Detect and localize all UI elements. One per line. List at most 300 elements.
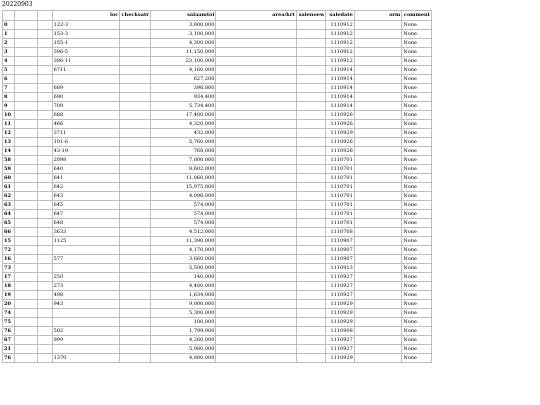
area-cell bbox=[216, 345, 296, 354]
table-cell bbox=[14, 318, 37, 327]
sale-date-cell: 1110914 bbox=[326, 84, 355, 93]
column-header: saledate bbox=[326, 11, 355, 21]
sale-amount-cell: 140,000 bbox=[150, 273, 216, 282]
table-cell bbox=[37, 201, 52, 210]
sale-date-cell: 1110914 bbox=[326, 75, 355, 84]
location-cell: 689 bbox=[52, 84, 120, 93]
row-index-cell: 15 bbox=[3, 237, 15, 246]
area-cell bbox=[216, 309, 296, 318]
location-cell: 2098 bbox=[52, 156, 120, 165]
table-cell bbox=[37, 165, 52, 174]
record-link[interactable] bbox=[354, 147, 402, 156]
table-cell bbox=[14, 165, 37, 174]
checksatr-cell bbox=[120, 210, 151, 219]
row-index-cell: 5 bbox=[3, 66, 15, 75]
record-link[interactable] bbox=[354, 93, 402, 102]
sale-amount-cell: 4,800,000 bbox=[150, 354, 216, 363]
record-link[interactable] bbox=[354, 57, 402, 66]
header-row bbox=[3, 11, 432, 21]
comment-cell: None bbox=[402, 210, 432, 219]
salenoew-cell bbox=[296, 66, 326, 75]
sale-date-cell: 1110929 bbox=[326, 309, 355, 318]
location-cell bbox=[52, 246, 120, 255]
sale-date-cell: 1110708 bbox=[326, 228, 355, 237]
table-cell bbox=[14, 30, 37, 39]
table-cell bbox=[37, 102, 52, 111]
comment-cell: None bbox=[402, 336, 432, 345]
row-index-cell: 11 bbox=[3, 120, 15, 129]
row-index-cell: 17 bbox=[3, 273, 15, 282]
salenoew-cell bbox=[296, 327, 326, 336]
sale-amount-cell: 8,602,000 bbox=[150, 165, 216, 174]
sale-amount-cell: 17,400,000 bbox=[150, 111, 216, 120]
location-cell bbox=[52, 345, 120, 354]
sale-amount-cell: 15,975,000 bbox=[150, 183, 216, 192]
salenoew-cell bbox=[296, 174, 326, 183]
record-link[interactable] bbox=[354, 75, 402, 84]
table-cell bbox=[14, 345, 37, 354]
salenoew-cell bbox=[296, 309, 326, 318]
sale-date-cell: 1110929 bbox=[326, 354, 355, 363]
checksatr-cell bbox=[120, 255, 151, 264]
table-cell bbox=[37, 120, 52, 129]
record-link[interactable] bbox=[354, 129, 402, 138]
area-cell bbox=[216, 183, 296, 192]
table-cell bbox=[37, 138, 52, 147]
checksatr-cell bbox=[120, 93, 151, 102]
sale-amount-cell: 5,734,400 bbox=[150, 102, 216, 111]
table-row bbox=[3, 30, 432, 39]
record-link[interactable] bbox=[354, 246, 402, 255]
area-cell bbox=[216, 147, 296, 156]
sale-amount-cell: 3,100,000 bbox=[150, 30, 216, 39]
table-cell bbox=[14, 201, 37, 210]
record-link[interactable] bbox=[354, 354, 402, 363]
table-cell bbox=[14, 273, 37, 282]
location-cell: 502 bbox=[52, 327, 120, 336]
comment-cell: None bbox=[402, 84, 432, 93]
sale-date-cell: 1110907 bbox=[326, 255, 355, 264]
column-header: salenoew bbox=[296, 11, 326, 21]
row-index-cell: 10 bbox=[3, 111, 15, 120]
record-link[interactable] bbox=[354, 282, 402, 291]
sale-amount-cell: 768,000 bbox=[150, 147, 216, 156]
table-cell bbox=[14, 138, 37, 147]
location-cell: 43-19 bbox=[52, 147, 120, 156]
record-link[interactable] bbox=[354, 174, 402, 183]
checksatr-cell bbox=[120, 147, 151, 156]
table-cell bbox=[14, 57, 37, 66]
row-index-cell: 16 bbox=[3, 255, 15, 264]
sale-amount-cell: 3,660,000 bbox=[150, 255, 216, 264]
table-row bbox=[3, 39, 432, 48]
row-index-cell: 8 bbox=[3, 93, 15, 102]
sale-amount-cell: 5,080,000 bbox=[150, 345, 216, 354]
sale-amount-cell: 4,160,000 bbox=[150, 66, 216, 75]
salenoew-cell bbox=[296, 354, 326, 363]
table-cell bbox=[14, 309, 37, 318]
area-cell bbox=[216, 219, 296, 228]
sale-date-cell: 1110929 bbox=[326, 129, 355, 138]
table-row bbox=[3, 120, 432, 129]
checksatr-cell bbox=[120, 336, 151, 345]
table-cell bbox=[37, 291, 52, 300]
table-cell bbox=[14, 219, 37, 228]
salenoew-cell bbox=[296, 102, 326, 111]
record-link[interactable] bbox=[354, 39, 402, 48]
table-cell bbox=[37, 21, 52, 30]
row-index-cell: 76 bbox=[3, 327, 15, 336]
sale-date-cell: 1110926 bbox=[326, 138, 355, 147]
table-row bbox=[3, 147, 432, 156]
comment-cell: None bbox=[402, 111, 432, 120]
table-cell bbox=[14, 264, 37, 273]
sale-amount-cell: 574,000 bbox=[150, 210, 216, 219]
comment-cell: None bbox=[402, 345, 432, 354]
area-cell bbox=[216, 39, 296, 48]
area-cell bbox=[216, 300, 296, 309]
record-link[interactable] bbox=[354, 255, 402, 264]
comment-cell: None bbox=[402, 57, 432, 66]
record-link[interactable] bbox=[354, 237, 402, 246]
table-row bbox=[3, 255, 432, 264]
table-row bbox=[3, 138, 432, 147]
table-cell bbox=[37, 39, 52, 48]
table-row bbox=[3, 66, 432, 75]
sale-amount-cell: 396,800 bbox=[150, 84, 216, 93]
comment-cell: None bbox=[402, 192, 432, 201]
table-cell bbox=[37, 111, 52, 120]
salenoew-cell bbox=[296, 345, 326, 354]
record-link[interactable] bbox=[354, 309, 402, 318]
salenoew-cell bbox=[296, 147, 326, 156]
sale-date-cell: 1110701 bbox=[326, 192, 355, 201]
sale-amount-cell: 574,000 bbox=[150, 201, 216, 210]
table-cell bbox=[14, 291, 37, 300]
area-cell bbox=[216, 336, 296, 345]
record-link[interactable] bbox=[354, 111, 402, 120]
record-link[interactable] bbox=[354, 345, 402, 354]
table-cell bbox=[14, 39, 37, 48]
area-cell bbox=[216, 111, 296, 120]
checksatr-cell bbox=[120, 102, 151, 111]
location-cell: 498 bbox=[52, 291, 120, 300]
salenoew-cell bbox=[296, 165, 326, 174]
checksatr-cell bbox=[120, 111, 151, 120]
row-index-cell: 19 bbox=[3, 291, 15, 300]
salenoew-cell bbox=[296, 75, 326, 84]
location-cell: 641 bbox=[52, 174, 120, 183]
checksatr-cell bbox=[120, 228, 151, 237]
comment-cell: None bbox=[402, 30, 432, 39]
table-row bbox=[3, 219, 432, 228]
table-row bbox=[3, 354, 432, 363]
location-cell: 6711 bbox=[52, 66, 120, 75]
table-cell bbox=[37, 129, 52, 138]
sale-date-cell: 1110926 bbox=[326, 147, 355, 156]
sale-date-cell: 1110701 bbox=[326, 165, 355, 174]
sale-date-cell: 1110929 bbox=[326, 300, 355, 309]
sale-date-cell: 1110914 bbox=[326, 102, 355, 111]
sale-amount-cell: 4,096,000 bbox=[150, 192, 216, 201]
checksatr-cell bbox=[120, 327, 151, 336]
checksatr-cell bbox=[120, 48, 151, 57]
checksatr-cell bbox=[120, 57, 151, 66]
record-link[interactable] bbox=[354, 318, 402, 327]
salenoew-cell bbox=[296, 282, 326, 291]
checksatr-cell bbox=[120, 75, 151, 84]
comment-cell: None bbox=[402, 156, 432, 165]
area-cell bbox=[216, 210, 296, 219]
table-cell bbox=[14, 129, 37, 138]
record-link[interactable] bbox=[354, 183, 402, 192]
checksatr-cell bbox=[120, 282, 151, 291]
sale-amount-cell: 5,300,000 bbox=[150, 309, 216, 318]
location-cell: 688 bbox=[52, 111, 120, 120]
comment-cell: None bbox=[402, 273, 432, 282]
sale-date-cell: 1110927 bbox=[326, 291, 355, 300]
table-row bbox=[3, 192, 432, 201]
comment-cell: None bbox=[402, 291, 432, 300]
checksatr-cell bbox=[120, 345, 151, 354]
table-cell bbox=[14, 174, 37, 183]
table-cell bbox=[37, 264, 52, 273]
sale-amount-cell: 23,100,000 bbox=[150, 57, 216, 66]
comment-cell: None bbox=[402, 219, 432, 228]
table-cell bbox=[37, 210, 52, 219]
area-cell bbox=[216, 120, 296, 129]
record-link[interactable] bbox=[354, 165, 402, 174]
table-cell bbox=[14, 48, 37, 57]
record-link[interactable] bbox=[354, 84, 402, 93]
location-cell: 645 bbox=[52, 201, 120, 210]
location-cell: 1370 bbox=[52, 354, 120, 363]
table-cell bbox=[14, 147, 37, 156]
row-index-cell: 75 bbox=[3, 318, 15, 327]
record-link[interactable] bbox=[354, 210, 402, 219]
location-cell: 3633 bbox=[52, 228, 120, 237]
location-cell: 1125 bbox=[52, 237, 120, 246]
comment-cell: None bbox=[402, 264, 432, 273]
record-link[interactable] bbox=[354, 30, 402, 39]
location-cell: 250 bbox=[52, 273, 120, 282]
table-row bbox=[3, 318, 432, 327]
table-cell bbox=[37, 273, 52, 282]
sale-date-cell: 1110929 bbox=[326, 318, 355, 327]
checksatr-cell bbox=[120, 138, 151, 147]
table-row bbox=[3, 282, 432, 291]
salenoew-cell bbox=[296, 273, 326, 282]
table-row bbox=[3, 21, 432, 30]
comment-cell: None bbox=[402, 237, 432, 246]
area-cell bbox=[216, 201, 296, 210]
comment-cell: None bbox=[402, 309, 432, 318]
record-link[interactable] bbox=[354, 273, 402, 282]
location-cell: 577 bbox=[52, 255, 120, 264]
sale-date-cell: 1110913 bbox=[326, 264, 355, 273]
table-cell bbox=[14, 21, 37, 30]
sale-date-cell: 1110927 bbox=[326, 282, 355, 291]
location-cell: 999 bbox=[52, 336, 120, 345]
salenoew-cell bbox=[296, 21, 326, 30]
checksatr-cell bbox=[120, 192, 151, 201]
table-cell bbox=[37, 327, 52, 336]
table-row bbox=[3, 309, 432, 318]
area-cell bbox=[216, 255, 296, 264]
record-link[interactable] bbox=[354, 219, 402, 228]
area-cell bbox=[216, 273, 296, 282]
sale-date-cell: 1110701 bbox=[326, 201, 355, 210]
sale-amount-cell: 5,500,000 bbox=[150, 264, 216, 273]
sale-amount-cell: 1,799,000 bbox=[150, 327, 216, 336]
table-row bbox=[3, 228, 432, 237]
record-link[interactable] bbox=[354, 300, 402, 309]
table-cell bbox=[37, 309, 52, 318]
table-cell bbox=[14, 228, 37, 237]
location-cell: 943 bbox=[52, 300, 120, 309]
comment-cell: None bbox=[402, 102, 432, 111]
row-index-cell: 62 bbox=[3, 192, 15, 201]
comment-cell: None bbox=[402, 300, 432, 309]
location-cell: 3711 bbox=[52, 129, 120, 138]
checksatr-cell bbox=[120, 237, 151, 246]
area-cell bbox=[216, 21, 296, 30]
sale-date-cell: 1110914 bbox=[326, 66, 355, 75]
checksatr-cell bbox=[120, 219, 151, 228]
sale-amount-cell: 7,000,000 bbox=[150, 156, 216, 165]
table-cell bbox=[37, 219, 52, 228]
location-cell bbox=[52, 264, 120, 273]
table-cell bbox=[37, 156, 52, 165]
salenoew-cell bbox=[296, 30, 326, 39]
record-link[interactable] bbox=[354, 327, 402, 336]
row-index-cell: 72 bbox=[3, 246, 15, 255]
table-row bbox=[3, 129, 432, 138]
table-cell bbox=[37, 255, 52, 264]
row-index-cell: 58 bbox=[3, 156, 15, 165]
table-row bbox=[3, 201, 432, 210]
area-cell bbox=[216, 129, 296, 138]
row-index-cell: 64 bbox=[3, 210, 15, 219]
salenoew-cell bbox=[296, 111, 326, 120]
location-cell: 153-3 bbox=[52, 30, 120, 39]
sale-amount-cell: 4,260,000 bbox=[150, 336, 216, 345]
salenoew-cell bbox=[296, 156, 326, 165]
table-row bbox=[3, 84, 432, 93]
record-link[interactable] bbox=[354, 102, 402, 111]
location-cell: 643 bbox=[52, 192, 120, 201]
area-cell bbox=[216, 57, 296, 66]
location-cell: 396-11 bbox=[52, 57, 120, 66]
table-cell bbox=[37, 93, 52, 102]
comment-cell: None bbox=[402, 255, 432, 264]
salenoew-cell bbox=[296, 183, 326, 192]
record-link[interactable] bbox=[354, 21, 402, 30]
sale-amount-cell: 4,320,000 bbox=[150, 120, 216, 129]
column-header bbox=[3, 11, 15, 21]
table-cell bbox=[37, 237, 52, 246]
record-link[interactable] bbox=[354, 192, 402, 201]
checksatr-cell bbox=[120, 156, 151, 165]
sale-amount-cell: 4,400,000 bbox=[150, 282, 216, 291]
sale-amount-cell: 11,390,000 bbox=[150, 237, 216, 246]
row-index-cell: 18 bbox=[3, 282, 15, 291]
area-cell bbox=[216, 48, 296, 57]
table-cell bbox=[14, 111, 37, 120]
table-cell bbox=[14, 66, 37, 75]
checksatr-cell bbox=[120, 165, 151, 174]
checksatr-cell bbox=[120, 66, 151, 75]
record-link[interactable] bbox=[354, 156, 402, 165]
comment-cell: None bbox=[402, 93, 432, 102]
comment-cell: None bbox=[402, 120, 432, 129]
record-link[interactable] bbox=[354, 138, 402, 147]
sale-amount-cell: 1,634,000 bbox=[150, 291, 216, 300]
checksatr-cell bbox=[120, 174, 151, 183]
table-cell bbox=[37, 192, 52, 201]
checksatr-cell bbox=[120, 21, 151, 30]
salenoew-cell bbox=[296, 318, 326, 327]
table-cell bbox=[14, 102, 37, 111]
column-header: salaamtoi bbox=[150, 11, 216, 21]
row-index-cell: 9 bbox=[3, 102, 15, 111]
table-caption: 20220903 bbox=[2, 1, 33, 8]
record-link[interactable] bbox=[354, 228, 402, 237]
record-link[interactable] bbox=[354, 48, 402, 57]
row-index-cell: 73 bbox=[3, 264, 15, 273]
salenoew-cell bbox=[296, 237, 326, 246]
table-row bbox=[3, 57, 432, 66]
record-link[interactable] bbox=[354, 66, 402, 75]
comment-cell: None bbox=[402, 201, 432, 210]
sale-date-cell: 1110912 bbox=[326, 57, 355, 66]
sale-date-cell: 1110912 bbox=[326, 39, 355, 48]
record-link[interactable] bbox=[354, 201, 402, 210]
record-link[interactable] bbox=[354, 120, 402, 129]
checksatr-cell bbox=[120, 30, 151, 39]
salenoew-cell bbox=[296, 300, 326, 309]
table-cell bbox=[37, 228, 52, 237]
table-cell bbox=[37, 57, 52, 66]
table-cell bbox=[37, 354, 52, 363]
sale-date-cell: 1110914 bbox=[326, 93, 355, 102]
column-header bbox=[37, 11, 52, 21]
area-cell bbox=[216, 237, 296, 246]
sale-amount-cell: 9,000,000 bbox=[150, 300, 216, 309]
salenoew-cell bbox=[296, 210, 326, 219]
location-cell: 647 bbox=[52, 210, 120, 219]
area-cell bbox=[216, 174, 296, 183]
row-index-cell: 12 bbox=[3, 129, 15, 138]
record-link[interactable] bbox=[354, 264, 402, 273]
sale-amount-cell: 4,300,000 bbox=[150, 39, 216, 48]
sale-amount-cell: 100,000 bbox=[150, 318, 216, 327]
table-cell bbox=[37, 336, 52, 345]
table-cell bbox=[14, 156, 37, 165]
row-index-cell: 3 bbox=[3, 48, 15, 57]
salenoew-cell bbox=[296, 48, 326, 57]
table-cell bbox=[37, 345, 52, 354]
location-cell bbox=[52, 318, 120, 327]
sale-date-cell: 1110926 bbox=[326, 120, 355, 129]
table-row bbox=[3, 237, 432, 246]
record-link[interactable] bbox=[354, 336, 402, 345]
record-link[interactable] bbox=[354, 291, 402, 300]
checksatr-cell bbox=[120, 183, 151, 192]
checksatr-cell bbox=[120, 39, 151, 48]
table-cell bbox=[37, 318, 52, 327]
table-row bbox=[3, 336, 432, 345]
